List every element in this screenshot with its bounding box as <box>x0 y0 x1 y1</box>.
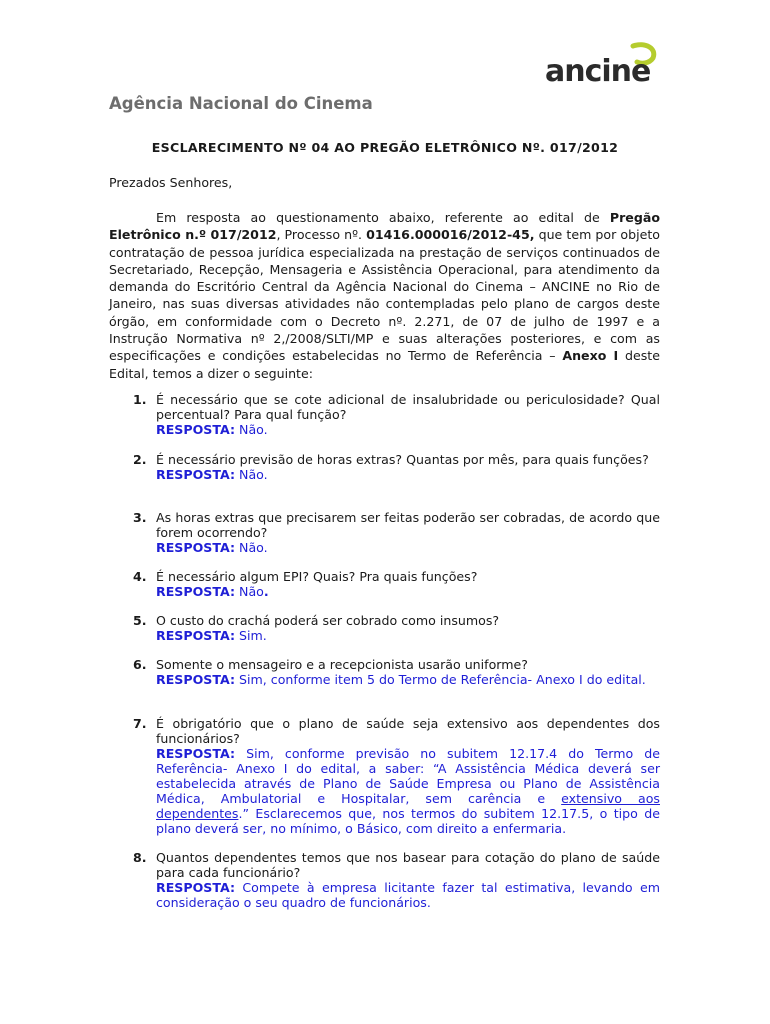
intro-bold-pregao: Pregão Eletrônico n.º 017/2012 <box>109 210 660 243</box>
answer-value: Sim. <box>235 628 267 643</box>
agency-name: Agência Nacional do Cinema <box>109 94 373 113</box>
question-text: É necessário previsão de horas extras? Quantas por mês, para quais funções? <box>156 452 649 467</box>
answer-text <box>156 672 660 687</box>
item-number: 3. <box>133 510 147 525</box>
intro-paragraph <box>109 209 660 382</box>
list-item <box>109 392 660 437</box>
response-label: RESPOSTA: <box>156 422 236 437</box>
item-number: 8. <box>133 850 147 865</box>
answer-value: Compete à empresa licitante fazer tal estimativa, levando em consideração o seu quadro de funcionários. <box>156 880 660 910</box>
answer-underlined: extensivo aos dependentes <box>156 791 660 821</box>
ancine-logo <box>545 40 665 96</box>
list-item <box>109 657 660 687</box>
response-label: RESPOSTA: <box>156 540 236 555</box>
answer-text <box>156 628 660 643</box>
list-item <box>109 716 660 836</box>
answer-text <box>156 746 660 836</box>
question-text: Somente o mensageiro e a recepcionista usarão uniforme? <box>156 657 528 672</box>
question-text: Quantos dependentes temos que nos basear para cotação do plano de saúde para cada funcionário? <box>156 850 660 880</box>
answer-value: Não <box>235 584 264 599</box>
list-item <box>109 452 660 482</box>
answer-continuation: .” Esclarecemos que, nos termos do subitem 12.17.5, o tipo de plano deverá ser, no mínimo, o Básico, com direito a enfermaria. <box>156 806 660 836</box>
list-item <box>109 510 660 555</box>
answer-value: Sim, conforme item 5 do Termo de Referência- Anexo I do edital. <box>235 672 646 687</box>
item-number: 1. <box>133 392 147 407</box>
document-title: ESCLARECIMENTO Nº 04 AO PREGÃO ELETRÔNICO Nº. 017/2012 <box>151 140 619 155</box>
answer-text <box>156 584 660 599</box>
answer-text <box>156 467 660 482</box>
response-label: RESPOSTA: <box>156 584 236 599</box>
list-item <box>109 569 660 599</box>
item-number: 4. <box>133 569 147 584</box>
response-label: RESPOSTA: <box>156 880 236 895</box>
intro-text: que tem por objeto contratação de pessoa jurídica especializada na prestação de serviços continuados de Secretariado, Recepção, Mensageria e Assistência Operacional, para atendimento da demanda do Escritório Central da Agência Nacional do Cinema – ANCINE no Rio de Janeiro, nas suas diversas atividades não contempladas pelo plano de cargos deste órgão, em conformidade com o Decreto nº. 2.271, de 07 de julho de 1997 e a Instrução Normativa nº 2,/2008/SLTI/MP e suas alterações posteriores, e com as especificações e condições estabelecidas no Termo de Referência – <box>109 227 660 364</box>
list-item <box>109 850 660 910</box>
response-label: RESPOSTA: <box>156 628 236 643</box>
greeting: Prezados Senhores, <box>109 175 233 190</box>
answer-text <box>156 422 660 437</box>
question-text: É obrigatório que o plano de saúde seja extensivo aos dependentes dos funcionários? <box>156 716 660 746</box>
intro-text: , Processo nº. <box>276 227 367 243</box>
question-text: É necessário que se cote adicional de insalubridade ou periculosidade? Qual percentual? Para qual função? <box>156 392 660 422</box>
answer-value: Não. <box>235 422 268 437</box>
item-number: 5. <box>133 613 147 628</box>
response-label: RESPOSTA: <box>156 672 236 687</box>
answer-value: Não. <box>235 540 268 555</box>
answer-tail: . <box>263 584 269 599</box>
question-text: O custo do crachá poderá ser cobrado como insumos? <box>156 613 500 628</box>
answer-text <box>156 880 660 910</box>
intro-bold-processo: 01416.000016/2012-45, <box>366 227 535 243</box>
question-text: As horas extras que precisarem ser feitas poderão ser cobradas, de acordo que forem ocorrendo? <box>156 510 660 540</box>
item-number: 2. <box>133 452 147 467</box>
intro-text: Em resposta ao questionamento abaixo, referente ao edital de <box>156 210 610 225</box>
list-item <box>109 613 660 643</box>
item-number: 7. <box>133 716 147 731</box>
response-label: RESPOSTA: <box>156 467 236 482</box>
item-number: 6. <box>133 657 147 672</box>
answer-value: Sim, conforme previsão no subitem 12.17.4 do Termo de Referência- Anexo I do edital, a saber: “A Assistência Médica deverá ser estabelecida através de Plano de Saúde Empresa ou Plano de Assistência Médica, Ambulatorial e Hospitalar, sem carência e <box>156 746 660 806</box>
answer-value: Não. <box>235 467 268 482</box>
intro-text: deste Edital, temos a dizer o seguinte: <box>109 348 660 381</box>
question-text: É necessário algum EPI? Quais? Pra quais funções? <box>156 569 478 584</box>
answer-text <box>156 540 660 555</box>
logo-text: ancine <box>545 54 651 89</box>
response-label: RESPOSTA: <box>156 746 236 761</box>
intro-bold-anexo: Anexo I <box>562 348 619 364</box>
